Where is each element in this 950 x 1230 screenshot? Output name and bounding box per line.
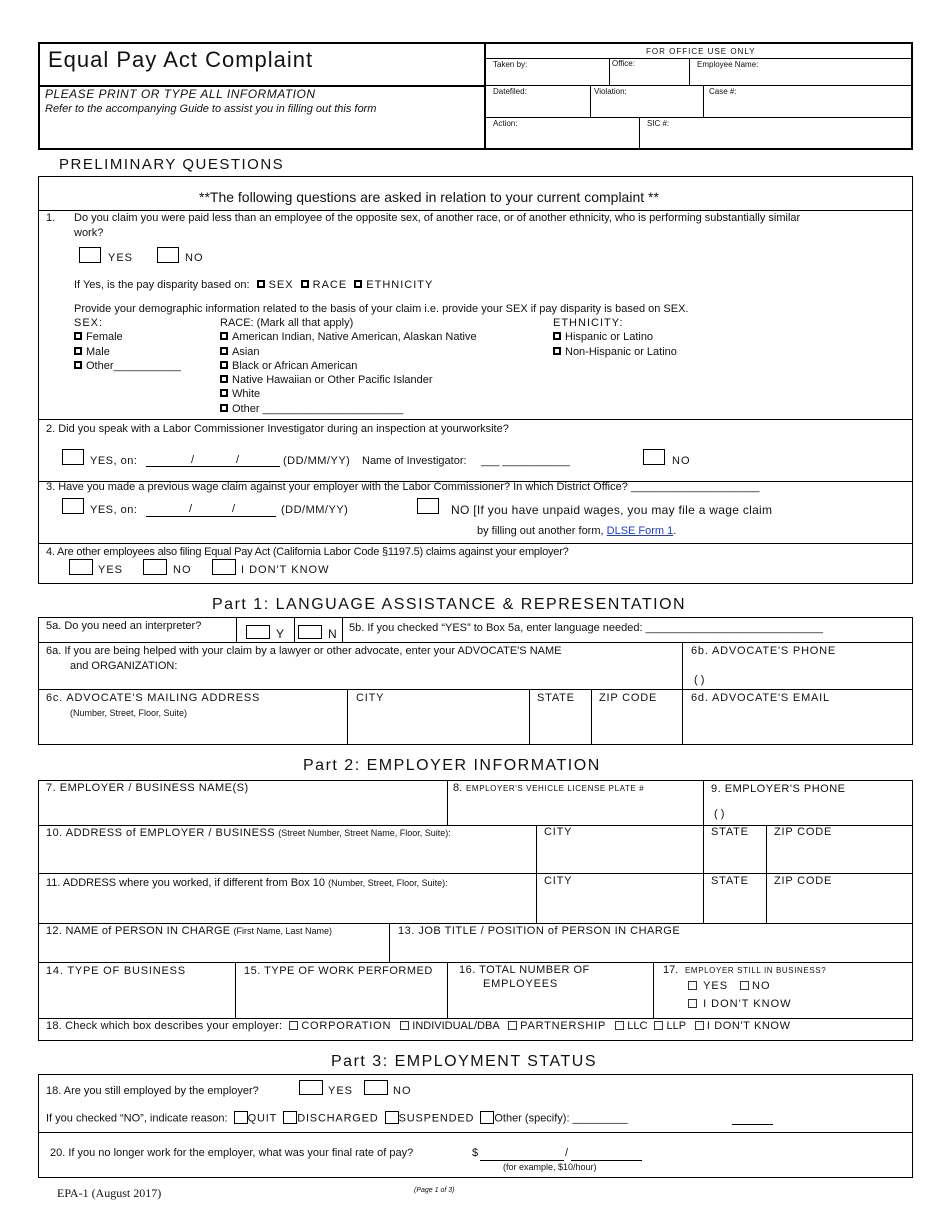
q2-yes-label: YES, on:	[90, 455, 138, 467]
basis-race-checkbox[interactable]	[301, 280, 309, 288]
office-col-1	[609, 58, 610, 85]
ethnicity-option-label: Hispanic or Latino	[565, 331, 654, 343]
llc-checkbox[interactable]	[615, 1021, 624, 1030]
basis-race-label: RACE	[312, 279, 348, 291]
part1-heading: Part 1: LANGUAGE ASSISTANCE & REPRESENTATION	[212, 596, 687, 613]
q17-no-option	[740, 980, 771, 993]
p3-yes-checkbox[interactable]	[299, 1080, 323, 1095]
q4-no-label: NO	[173, 564, 192, 576]
q3-yes-checkbox[interactable]	[62, 498, 84, 514]
q1-number: 1.	[46, 212, 56, 224]
sex-female-checkbox[interactable]	[74, 332, 82, 340]
race-checkbox[interactable]	[220, 375, 228, 383]
guide-note: Refer to the accompanying Guide to assist you in filling out this form	[45, 103, 377, 115]
basis-sex-label: SEX	[268, 279, 294, 291]
office-col-2	[689, 58, 690, 85]
preliminary-frame	[38, 176, 913, 584]
q9-divider	[703, 780, 704, 825]
form-id: EPA-1 (August 2017)	[57, 1186, 162, 1200]
q1-basis-prompt: If Yes, is the pay disparity based on:	[74, 279, 250, 291]
q4-text: 4. Are other employees also filing Equal Pay Act (California Labor Code §1197.5) claims against your employer?	[46, 546, 569, 558]
q6c-divider-2	[529, 689, 530, 745]
q6c-city-label: CITY	[356, 692, 385, 704]
q13-divider	[389, 923, 390, 962]
part1-frame	[38, 617, 913, 745]
q20-slash: /	[565, 1147, 569, 1159]
ethnicity-checkbox[interactable]	[553, 347, 561, 355]
ethnicity-option	[553, 331, 653, 344]
sex-option-label: Male	[86, 346, 110, 358]
q17-divider	[653, 962, 654, 1018]
print-instruction: PLEASE PRINT OR TYPE ALL INFORMATION	[45, 87, 316, 101]
suspended-checkbox[interactable]	[385, 1111, 399, 1124]
sic-label: SIC #:	[647, 119, 670, 128]
sex-heading: SEX:	[74, 317, 104, 329]
case-number-label: Case #:	[709, 87, 737, 96]
office-rule-3	[486, 117, 912, 118]
q17-dont-know-option	[688, 998, 792, 1011]
q9-label: 9. EMPLOYER'S PHONE	[711, 783, 846, 795]
race-option-label: Black or African American	[232, 360, 358, 372]
part1-rule-2	[38, 689, 913, 690]
race-option-label: White	[232, 388, 261, 400]
q6c-divider-3	[591, 689, 592, 745]
q10-divider-1	[536, 825, 537, 923]
q2-date-format: (DD/MM/YY)	[283, 455, 351, 467]
race-checkbox[interactable]	[220, 404, 228, 412]
q2-no-checkbox[interactable]	[643, 449, 665, 465]
q20-label: 20. If you no longer work for the employer, what was your final rate of pay?	[50, 1147, 414, 1159]
reason-label: Other (specify): _________	[494, 1112, 628, 1125]
q3-yes-label: YES, on:	[90, 504, 138, 516]
race-option-label: American Indian, Native American, Alaskan Native	[232, 331, 477, 343]
q11-text: 11. ADDRESS where you worked, if different from Box 10	[46, 877, 326, 889]
q2-date-line[interactable]	[146, 466, 280, 467]
reason-label: DISCHARGED	[297, 1112, 379, 1125]
q12-label	[46, 925, 332, 938]
q5a-n-label: N	[328, 627, 337, 641]
q6c-label: 6c. ADVOCATE'S MAILING ADDRESS	[46, 692, 261, 704]
part2-rule-3	[38, 923, 913, 924]
preliminary-heading: PRELIMINARY QUESTIONS	[59, 156, 285, 173]
part3-rule	[38, 1132, 913, 1133]
part2-rule-2	[38, 873, 913, 874]
q12-text: 12. NAME of PERSON IN CHARGE	[46, 925, 231, 937]
q1-rule	[38, 419, 913, 420]
partnership-checkbox[interactable]	[508, 1021, 517, 1030]
q5a-divider-2	[294, 617, 295, 643]
q15-label: 15. TYPE OF WORK PERFORMED	[244, 965, 433, 977]
p3-yes-label: YES	[328, 1085, 354, 1097]
q10-city-label: CITY	[544, 826, 573, 838]
q4-dont-know-label: I DON'T KNOW	[241, 564, 330, 576]
datefiled-label: Datefiled:	[493, 87, 527, 96]
q10-zip-label: ZIP CODE	[774, 826, 833, 838]
ethnicity-option	[553, 346, 677, 359]
q6d-label: 6d. ADVOCATE'S EMAIL	[691, 692, 830, 704]
q6c-state-label: STATE	[537, 692, 575, 704]
q10-divider-3	[766, 825, 767, 923]
race-option	[220, 346, 260, 359]
sex-male-checkbox[interactable]	[74, 347, 82, 355]
q1-no-checkbox[interactable]	[157, 247, 179, 263]
discharged-checkbox[interactable]	[283, 1111, 297, 1124]
q9-phone-paren[interactable]: ( )	[714, 808, 725, 820]
race-option	[220, 360, 357, 373]
q20-unit-line[interactable]	[571, 1160, 642, 1161]
office-col-4	[703, 85, 704, 117]
q10-sublabel: (Street Number, Street Name, Floor, Suite):	[278, 828, 451, 838]
q2-investigator-label: Name of Investigator:	[362, 455, 467, 467]
quit-checkbox[interactable]	[234, 1111, 248, 1124]
individual-dba-checkbox[interactable]	[400, 1021, 409, 1030]
dont-know-checkbox[interactable]	[695, 1021, 704, 1030]
q2-yes-checkbox[interactable]	[62, 449, 84, 465]
employer-type-label: PARTNERSHIP	[520, 1020, 607, 1032]
office-col-5	[639, 117, 640, 149]
q16-label-line1: 16. TOTAL NUMBER OF	[459, 964, 590, 976]
q8-divider	[447, 780, 448, 825]
action-label: Action:	[493, 119, 518, 128]
q3-date-slash-2: /	[232, 503, 236, 515]
q3-period: .	[673, 525, 677, 537]
q20-example: (for example, $10/hour)	[503, 1162, 597, 1172]
q3-date-format: (DD/MM/YY)	[281, 504, 349, 516]
q5b-label: 5b. If you checked “YES” to Box 5a, enter language needed: _____________________________	[349, 622, 823, 634]
q8-number: 8.	[453, 782, 463, 794]
employee-name-label: Employee Name:	[697, 60, 759, 69]
q15-divider	[235, 962, 236, 1018]
reason-prompt: If you checked “NO”, indicate reason:	[46, 1112, 228, 1125]
q2-investigator-line[interactable]: ___ ___________	[481, 455, 570, 467]
p3-no-label: NO	[393, 1085, 412, 1097]
employer-type-label: INDIVIDUAL/DBA	[412, 1020, 500, 1032]
office-use-heading: FOR OFFICE USE ONLY	[646, 47, 756, 56]
violation-label: Violation:	[594, 87, 627, 96]
q4-yes-label: YES	[98, 564, 124, 576]
q3-text: 3. Have you made a previous wage claim against your employer with the Labor Commissioner? In which District Office? _____________________	[46, 481, 760, 493]
q6b-phone-paren[interactable]: ( )	[694, 674, 705, 686]
q17-no-label: NO	[752, 980, 771, 992]
ethnicity-option-label: Non-Hispanic or Latino	[565, 346, 677, 358]
q10-text: 10. ADDRESS of EMPLOYER / BUSINESS	[46, 827, 276, 839]
sex-option-label: Female	[86, 331, 123, 343]
q8-label: EMPLOYER'S VEHICLE LICENSE PLATE #	[466, 784, 645, 793]
q17-yes-checkbox[interactable]	[688, 981, 697, 990]
q3-date-slash-1: /	[189, 503, 193, 515]
form-title: Equal Pay Act Complaint	[48, 47, 314, 72]
q20-dollar: $	[472, 1147, 479, 1159]
employer-type-label: CORPORATION	[301, 1020, 392, 1032]
q18-employer-type-row	[46, 1020, 791, 1033]
race-option	[220, 388, 260, 401]
basis-ethnicity-checkbox[interactable]	[354, 280, 362, 288]
q1-yes-checkbox[interactable]	[79, 247, 101, 263]
q1-yes-label: YES	[108, 252, 134, 264]
sex-option-label: Other___________	[86, 360, 181, 372]
q18-label: 18. Check which box describes your employer:	[46, 1020, 283, 1032]
q6b-label: 6b. ADVOCATE'S PHONE	[691, 645, 837, 657]
q11-zip-label: ZIP CODE	[774, 875, 833, 887]
office-col-3	[590, 85, 591, 117]
q1-text-line2: work?	[74, 227, 104, 239]
race-option-label: Native Hawaiian or Other Pacific Islander	[232, 374, 433, 386]
race-option-label: Other _______________________	[232, 403, 404, 415]
sex-option	[74, 360, 181, 373]
reason-label: QUIT	[247, 1112, 278, 1125]
ethnicity-heading: ETHNICITY:	[553, 317, 624, 329]
office-rule-1	[486, 58, 912, 59]
q6a-line2: and ORGANIZATION:	[70, 660, 178, 672]
q3-no-checkbox[interactable]	[417, 498, 439, 514]
basis-ethnicity-label: ETHNICITY	[366, 279, 434, 291]
employer-type-label: LLC	[627, 1020, 648, 1032]
q5a-y-label: Y	[276, 627, 285, 641]
p3-no-checkbox[interactable]	[364, 1080, 388, 1095]
employer-type-label: I DON'T KNOW	[706, 1020, 791, 1032]
q10-divider-2	[703, 825, 704, 923]
q2-date-slash-1: /	[191, 454, 195, 466]
q6a-line1: 6a. If you are being helped with your claim by a lawyer or other advocate, enter your ADVOCATE'S NAME	[46, 645, 562, 657]
race-option	[220, 403, 403, 416]
sex-other-checkbox[interactable]	[74, 361, 82, 369]
q14-label: 14. TYPE OF BUSINESS	[46, 965, 186, 977]
sex-option	[74, 331, 123, 344]
other-reason-checkbox[interactable]	[480, 1111, 494, 1124]
p3-q18-label: 18. Are you still employed by the employer?	[46, 1085, 259, 1097]
q5a-divider-3	[342, 617, 343, 643]
q4-dont-know-checkbox[interactable]	[212, 559, 236, 575]
q1-basis-row	[74, 279, 433, 292]
q13-label: 13. JOB TITLE / POSITION of PERSON IN CHARGE	[398, 925, 681, 937]
part2-rule-4	[38, 962, 913, 963]
part2-heading: Part 2: EMPLOYER INFORMATION	[303, 757, 601, 774]
q12-sublabel: (First Name, Last Name)	[233, 926, 333, 936]
q11-label	[46, 877, 448, 890]
part1-rule-1	[38, 642, 913, 643]
q16-divider	[447, 962, 448, 1018]
race-checkbox[interactable]	[220, 347, 228, 355]
q11-city-label: CITY	[544, 875, 573, 887]
q5a-no-checkbox[interactable]	[298, 625, 322, 639]
q2-text: 2. Did you speak with a Labor Commissioner Investigator during an inspection at yourworksite?	[46, 423, 509, 435]
q17-no-checkbox[interactable]	[740, 981, 749, 990]
employer-type-label: LLP	[666, 1020, 686, 1032]
q6c-divider-1	[347, 689, 348, 745]
race-heading: RACE: (Mark all that apply)	[220, 317, 354, 329]
race-option-label: Asian	[232, 346, 260, 358]
ethnicity-checkbox[interactable]	[553, 332, 561, 340]
preliminary-intro: **The following questions are asked in relation to your current complaint **	[199, 189, 659, 205]
race-checkbox[interactable]	[220, 332, 228, 340]
q11-state-label: STATE	[711, 875, 749, 887]
q1-no-label: NO	[185, 252, 204, 264]
q6c-sublabel: (Number, Street, Floor, Suite)	[70, 708, 188, 718]
q6c-zip-label: ZIP CODE	[599, 692, 658, 704]
q17-dont-know-checkbox[interactable]	[688, 999, 697, 1008]
intro-rule	[38, 210, 913, 211]
race-checkbox[interactable]	[220, 389, 228, 397]
q3-rule	[38, 543, 913, 544]
other-reason-line[interactable]	[732, 1124, 773, 1125]
corporation-checkbox[interactable]	[289, 1021, 298, 1030]
demographic-prompt: Provide your demographic information related to the basis of your claim i.e. provide your SEX if pay disparity is based on SEX.	[74, 303, 689, 315]
q17-yes-option	[688, 980, 728, 993]
page-number: (Page 1 of 3)	[414, 1187, 455, 1194]
q10-label	[46, 827, 451, 840]
q5a-label: 5a. Do you need an interpreter?	[46, 620, 202, 632]
q3-date-line[interactable]	[146, 516, 276, 517]
race-checkbox[interactable]	[220, 361, 228, 369]
q7-label: 7. EMPLOYER / BUSINESS NAME(S)	[46, 782, 249, 794]
q4-no-checkbox[interactable]	[143, 559, 167, 575]
q3-cont-text: by filling out another form,	[477, 525, 604, 537]
q16-label-line2: EMPLOYEES	[483, 978, 559, 990]
q5a-divider-1	[236, 617, 237, 643]
part3-heading: Part 3: EMPLOYMENT STATUS	[331, 1053, 597, 1070]
q3-continuation	[477, 525, 676, 538]
q17-yes-label: YES	[703, 980, 729, 992]
q3-no-text: NO [If you have unpaid wages, you may file a wage claim	[451, 503, 773, 517]
q2-no-label: NO	[672, 455, 691, 467]
q11-sublabel: (Number, Street, Floor, Suite):	[328, 878, 448, 888]
sex-option	[74, 346, 110, 359]
dlse-form-1-link[interactable]: DLSE Form 1	[606, 525, 674, 537]
q5a-yes-checkbox[interactable]	[246, 625, 270, 639]
q20-rate-line[interactable]	[480, 1160, 564, 1161]
part2-rule-5	[38, 1018, 913, 1019]
reason-row	[46, 1112, 628, 1125]
q17-dont-know-label: I DON'T KNOW	[703, 998, 792, 1010]
q17-number: 17.	[663, 964, 679, 976]
q10-state-label: STATE	[711, 826, 749, 838]
office-rule-2	[486, 85, 912, 86]
q6b-divider	[682, 642, 683, 745]
q1-text-line1: Do you claim you were paid less than an employee of the opposite sex, of another race, or of another ethnicity, who is performing substantially similar	[74, 212, 801, 224]
race-option	[220, 374, 433, 387]
q2-date-slash-2: /	[236, 454, 240, 466]
taken-by-label: Taken by:	[493, 60, 528, 69]
q17-label: EMPLOYER STILL IN BUSINESS?	[685, 966, 827, 975]
llp-checkbox[interactable]	[654, 1021, 663, 1030]
office-label: Office:	[612, 59, 635, 68]
race-option	[220, 331, 477, 344]
reason-label: SUSPENDED	[398, 1112, 475, 1125]
basis-sex-checkbox[interactable]	[257, 280, 265, 288]
q4-yes-checkbox[interactable]	[69, 559, 93, 575]
